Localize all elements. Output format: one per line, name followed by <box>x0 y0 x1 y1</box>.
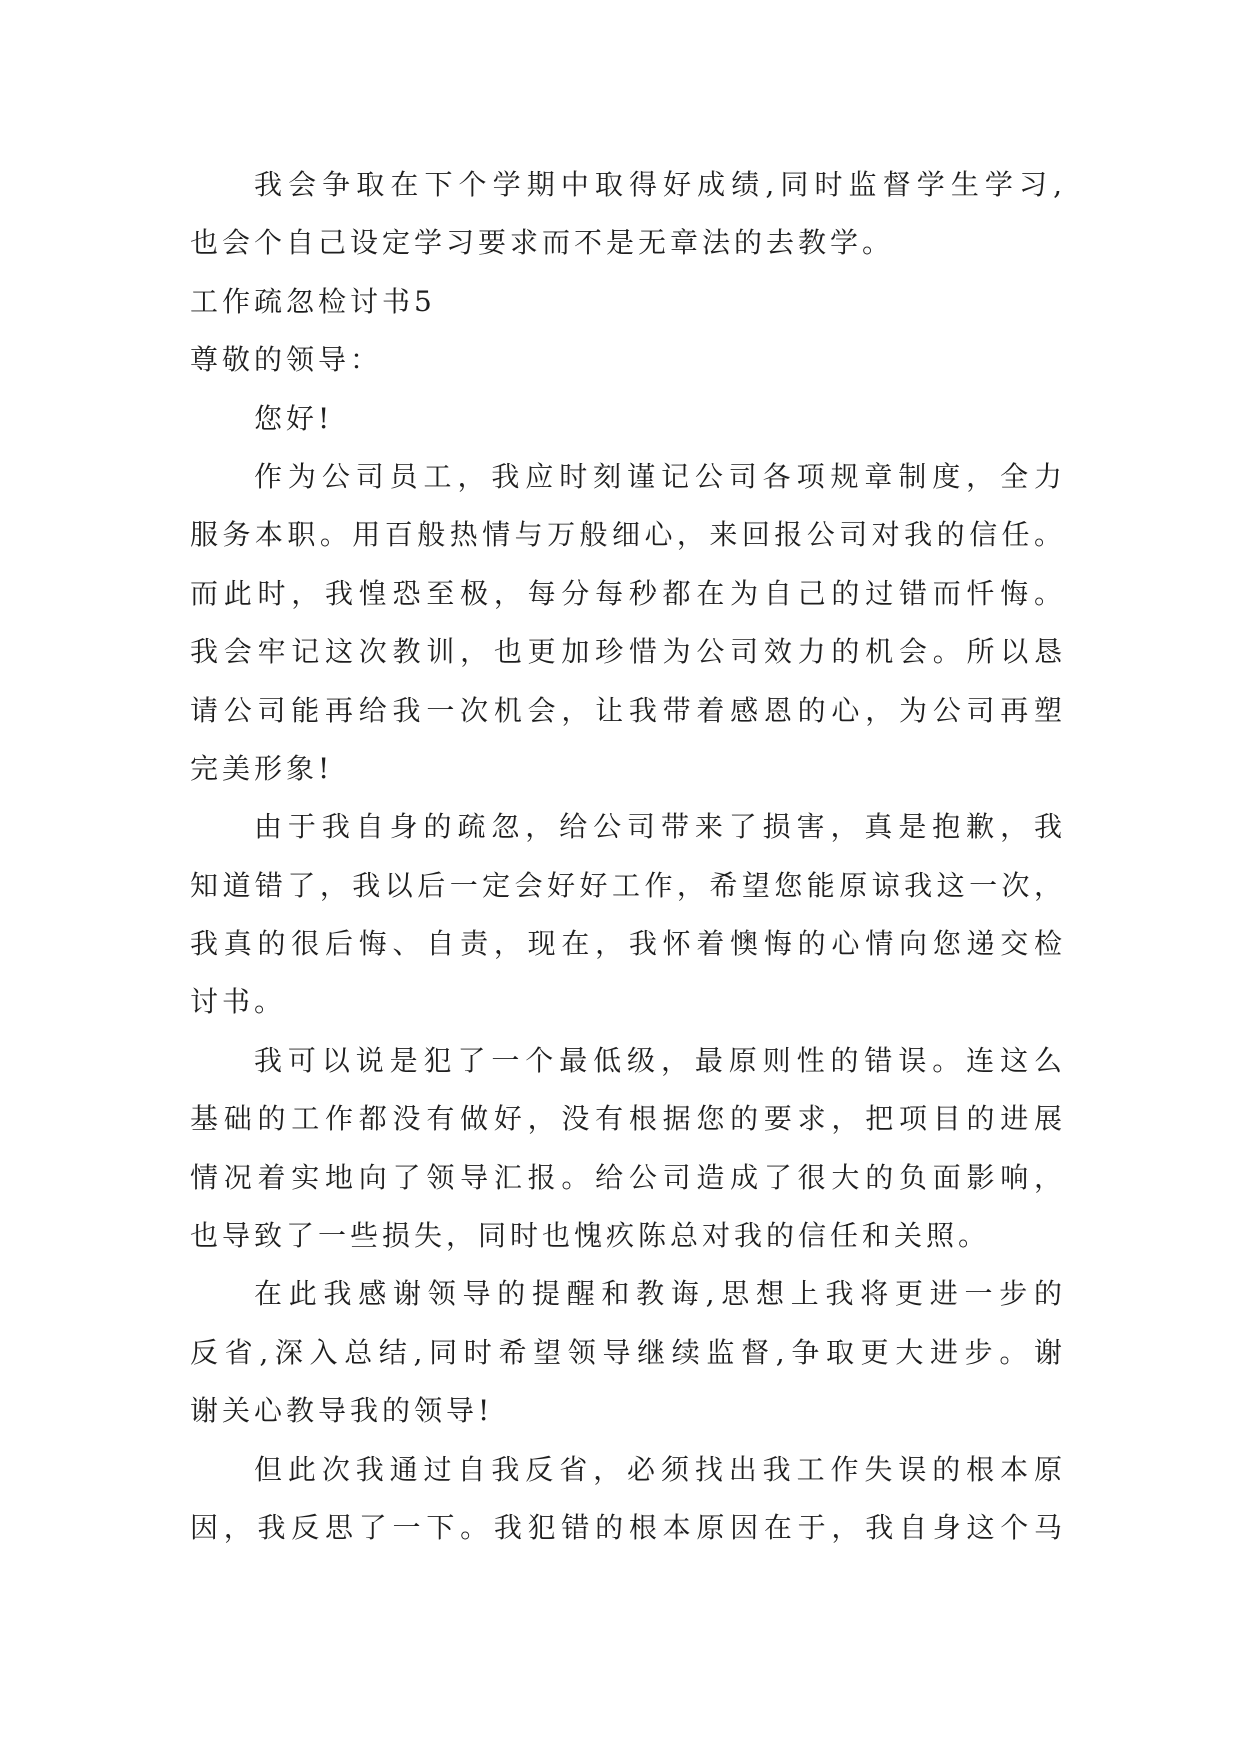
paragraph-line: 在此我感谢领导的提醒和教诲,思想上我将更进一步的 <box>254 1277 1062 1311</box>
paragraph <box>190 1032 1062 1266</box>
paragraph-line: 我真的很后悔、自责，现在，我怀着懊悔的心情向您递交检 <box>190 927 1062 961</box>
paragraph-line: 知道错了，我以后一定会好好工作，希望您能原谅我这一次， <box>190 868 1062 902</box>
paragraph-line: 但此次我通过自我反省，必须找出我工作失误的根本原 <box>254 1452 1062 1486</box>
paragraph-line: 而此时，我惶恐至极，每分每秒都在为自己的过错而忏悔。 <box>190 576 1062 610</box>
paragraph-line: 作为公司员工，我应时刻谨记公司各项规章制度，全力 <box>254 459 1062 493</box>
paragraph-line: 谢关心教导我的领导! <box>190 1394 494 1428</box>
paragraph <box>190 1265 1062 1440</box>
paragraph-line: 完美形象! <box>190 751 334 785</box>
paragraph-line: 反省,深入总结,同时希望领导继续监督,争取更大进步。谢 <box>190 1335 1062 1369</box>
section-title: 工作疏忽检讨书5 <box>190 284 436 318</box>
salutation: 尊敬的领导： <box>190 343 383 377</box>
paragraph <box>190 156 1062 273</box>
paragraph-line: 因，我反思了一下。我犯错的根本原因在于，我自身这个马 <box>190 1510 1062 1544</box>
paragraph-line: 讨书。 <box>190 985 287 1019</box>
paragraph-line: 我可以说是犯了一个最低级，最原则性的错误。连这么 <box>254 1043 1062 1077</box>
paragraph-line: 情况着实地向了领导汇报。给公司造成了很大的负面影响， <box>190 1160 1062 1194</box>
greeting: 您好! <box>254 401 334 435</box>
paragraph-line: 服务本职。用百般热情与万般细心，来回报公司对我的信任。 <box>190 518 1062 552</box>
paragraph-line: 也导致了一些损失，同时也愧疚陈总对我的信任和关照。 <box>190 1219 991 1253</box>
paragraph-line: 请公司能再给我一次机会，让我带着感恩的心，为公司再塑 <box>190 693 1062 727</box>
paragraph-line: 由于我自身的疏忽，给公司带来了损害，真是抱歉，我 <box>254 810 1062 844</box>
paragraph <box>190 1441 1062 1558</box>
paragraph-line: 我会牢记这次教训，也更加珍惜为公司效力的机会。所以恳 <box>190 635 1062 669</box>
paragraph <box>190 448 1062 798</box>
paragraph-line: 我会争取在下个学期中取得好成绩,同时监督学生学习, <box>254 168 1062 201</box>
paragraph-line: 基础的工作都没有做好，没有根据您的要求，把项目的进展 <box>190 1102 1062 1136</box>
paragraph-line: 也会个自己设定学习要求而不是无章法的去教学。 <box>190 226 895 260</box>
paragraph <box>190 798 1062 1032</box>
document-body <box>190 156 1062 1557</box>
